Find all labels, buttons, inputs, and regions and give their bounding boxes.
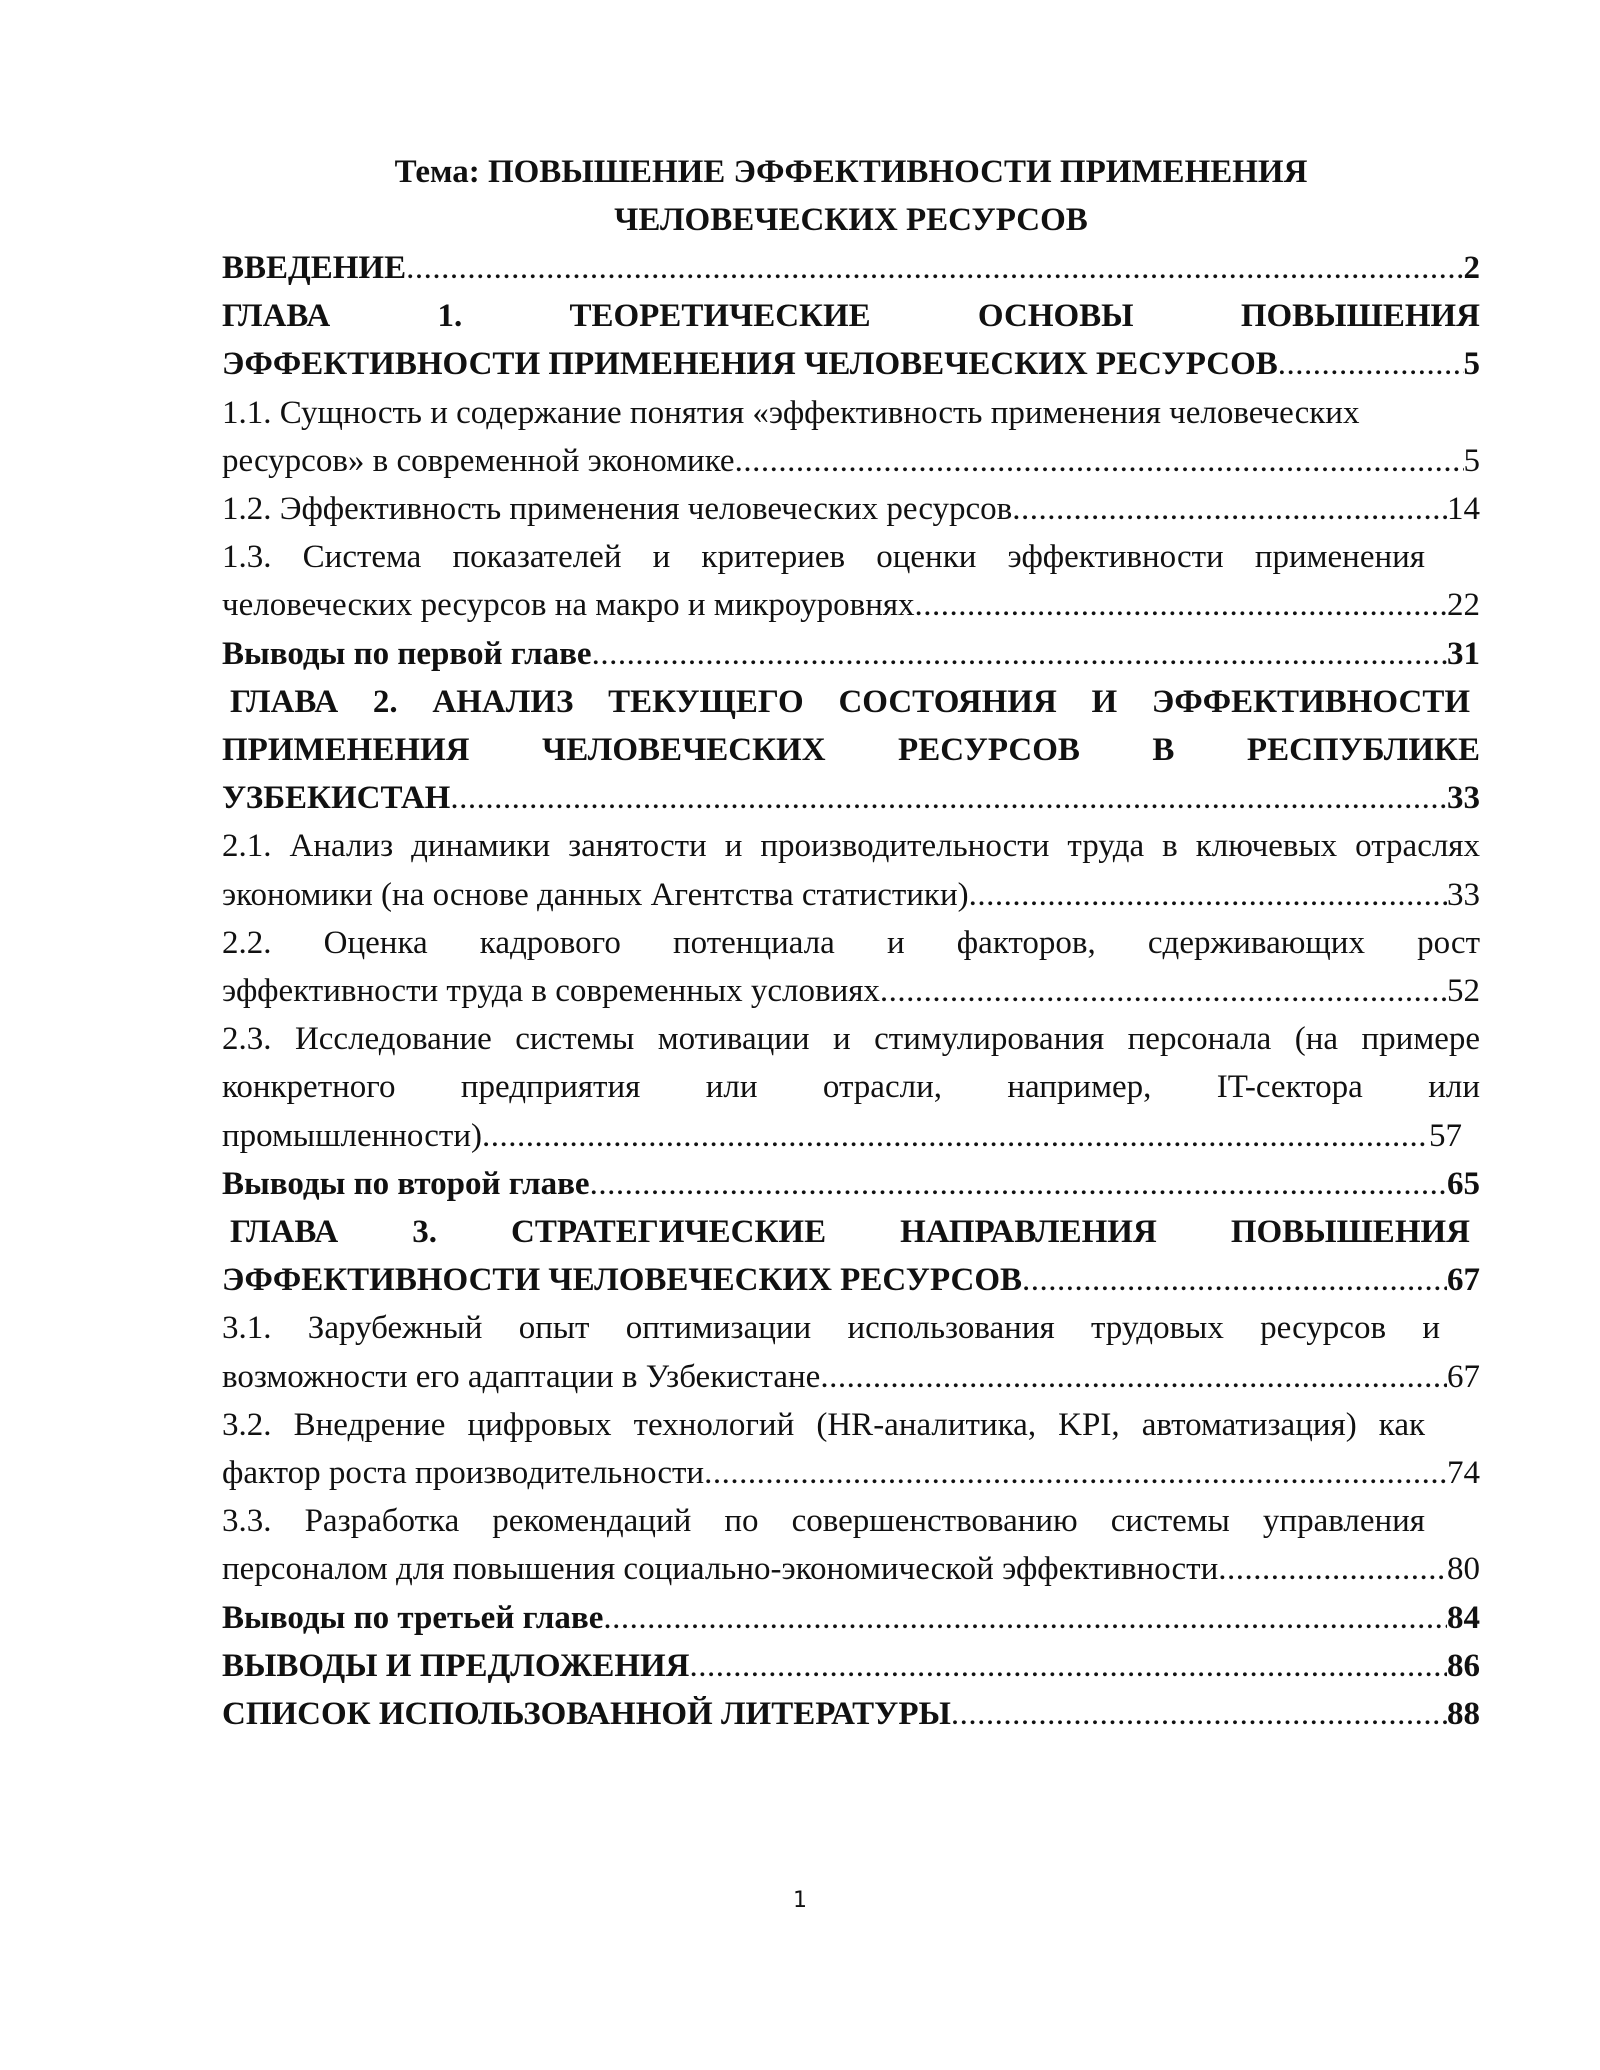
toc-entry-section-3-2 [222, 1401, 1480, 1497]
toc-entry-text: эффективности труда в современных условиях [222, 973, 880, 1010]
toc-entry-text: ресурсов» в современной экономике [222, 442, 735, 479]
toc-entry-text: ГЛАВА 2. АНАЛИЗ ТЕКУЩЕГО СОСТОЯНИЯ И ЭФФЕКТИВНОСТИ [230, 683, 1470, 720]
toc-entry-chapter-2 [222, 678, 1480, 823]
toc-entry-text: Выводы по второй главе [222, 1165, 590, 1202]
toc-page-number: 33 [1447, 876, 1480, 913]
toc-entry-text: Выводы по третьей главе [222, 1599, 604, 1636]
dot-leader [915, 581, 1447, 629]
dot-leader [969, 871, 1447, 919]
toc-entry-text: 3.2. Внедрение цифровых технологий (HR-аналитика, KPI, автоматизация) как [222, 1406, 1425, 1443]
dot-leader [603, 1594, 1447, 1642]
toc-entry-text: 3.1. Зарубежный опыт оптимизации использования трудовых ресурсов и [222, 1310, 1440, 1347]
dot-leader [880, 967, 1447, 1015]
table-of-contents [222, 244, 1480, 1738]
toc-entry-text: ВЫВОДЫ И ПРЕДЛОЖЕНИЯ [222, 1647, 690, 1684]
dot-leader [820, 1353, 1447, 1401]
dot-leader [406, 244, 1463, 292]
title-line-2: ЧЕЛОВЕЧЕСКИХ РЕСУРСОВ [614, 202, 1088, 238]
toc-page-number: 65 [1447, 1165, 1480, 1202]
toc-page-number: 2 [1463, 250, 1480, 286]
toc-entry-chapter-2-conclusions [222, 1160, 1480, 1208]
toc-entry-text: 2.2. Оценка кадрового потенциала и факторов, сдерживающих рост [222, 924, 1480, 961]
toc-page-number: 88 [1447, 1696, 1480, 1733]
toc-page-number: 80 [1447, 1551, 1480, 1588]
toc-page-number: 31 [1447, 635, 1480, 672]
toc-entry-chapter-1 [222, 292, 1480, 388]
toc-entry-text: СПИСОК ИСПОЛЬЗОВАННОЙ ЛИТЕРАТУРЫ [222, 1696, 951, 1733]
toc-entry-text: 1.1. Сущность и содержание понятия «эффективность применения человеческих [222, 394, 1360, 431]
toc-page-number: 14 [1447, 491, 1480, 528]
toc-page-number: 74 [1447, 1455, 1480, 1492]
toc-entry-text: Выводы по первой главе [222, 635, 592, 672]
toc-entry-text: УЗБЕКИСТАН [222, 780, 451, 817]
toc-entry-text: персоналом для повышения социально-экономической эффективности [222, 1551, 1219, 1588]
toc-entry-section-2-2 [222, 919, 1480, 1015]
toc-entry-text: 2.1. Анализ динамики занятости и производительности труда в ключевых отраслях [222, 828, 1480, 865]
toc-entry-text: промышленности) [222, 1117, 482, 1154]
toc-page-number: 67 [1447, 1262, 1480, 1299]
toc-entry-text: человеческих ресурсов на макро и микроуровнях [222, 587, 915, 624]
toc-entry-text: ГЛАВА 1. ТЕОРЕТИЧЕСКИЕ ОСНОВЫ ПОВЫШЕНИЯ [222, 298, 1480, 335]
toc-page-number: 57 [1429, 1117, 1462, 1154]
document-page [222, 148, 1480, 1738]
toc-entry-text: конкретного предприятия или отрасли, например, IT-сектора или [222, 1069, 1480, 1106]
toc-entry-text: 2.3. Исследование системы мотивации и стимулирования персонала (на примере [222, 1021, 1480, 1058]
toc-page-number: 67 [1447, 1358, 1480, 1395]
dot-leader [1278, 340, 1464, 388]
dot-leader [735, 437, 1464, 485]
toc-entry-text: 1.3. Система показателей и критериев оценки эффективности применения [222, 539, 1425, 576]
dot-leader [690, 1642, 1447, 1690]
toc-entry-chapter-3 [222, 1208, 1480, 1304]
page-number: 1 [793, 1888, 807, 1913]
dot-leader [1022, 1256, 1447, 1304]
toc-entry-text: экономики (на основе данных Агентства статистики) [222, 876, 969, 913]
toc-entry-section-2-1 [222, 822, 1480, 918]
dot-leader [1012, 485, 1447, 533]
dot-leader [951, 1690, 1447, 1738]
toc-entry-section-3-1 [222, 1304, 1480, 1400]
toc-entry-text: фактор роста производительности [222, 1455, 705, 1492]
toc-entry-text: 3.3. Разработка рекомендаций по совершенствованию системы управления [222, 1503, 1425, 1540]
toc-entry-introduction [222, 244, 1480, 292]
dot-leader [592, 630, 1447, 678]
toc-entry-section-3-3 [222, 1497, 1480, 1593]
toc-entry-text: возможности его адаптации в Узбекистане [222, 1358, 821, 1395]
toc-entry-chapter-3-conclusions [222, 1594, 1480, 1642]
toc-page-number: 86 [1447, 1647, 1480, 1684]
document-title [222, 148, 1480, 244]
toc-page-number: 5 [1463, 346, 1480, 383]
dot-leader [450, 774, 1447, 822]
dot-leader [1218, 1545, 1447, 1593]
dot-leader [704, 1449, 1447, 1497]
dot-leader [482, 1112, 1429, 1160]
toc-entry-section-1-1 [222, 389, 1480, 485]
toc-entry-text: ВВЕДЕНИЕ [222, 250, 407, 286]
toc-page-number: 22 [1447, 587, 1480, 624]
toc-entry-text: ЭФФЕКТИВНОСТИ ЧЕЛОВЕЧЕСКИХ РЕСУРСОВ [222, 1262, 1023, 1299]
toc-entry-section-1-2 [222, 485, 1480, 533]
toc-entry-references [222, 1690, 1480, 1738]
toc-entry-text: 1.2. Эффективность применения человеческих ресурсов [222, 491, 1013, 528]
toc-entry-conclusions-and-proposals [222, 1642, 1480, 1690]
toc-entry-section-1-3 [222, 533, 1480, 629]
dot-leader [590, 1160, 1447, 1208]
toc-entry-chapter-1-conclusions [222, 630, 1480, 678]
toc-entry-text: ЭФФЕКТИВНОСТИ ПРИМЕНЕНИЯ ЧЕЛОВЕЧЕСКИХ РЕСУРСОВ [222, 346, 1278, 383]
toc-page-number: 33 [1447, 780, 1480, 817]
title-line-1: Тема: ПОВЫШЕНИЕ ЭФФЕКТИВНОСТИ ПРИМЕНЕНИЯ [394, 154, 1308, 190]
toc-page-number: 84 [1447, 1599, 1480, 1636]
toc-entry-text: ГЛАВА 3. СТРАТЕГИЧЕСКИЕ НАПРАВЛЕНИЯ ПОВЫШЕНИЯ [230, 1214, 1470, 1251]
toc-entry-section-2-3 [222, 1015, 1480, 1160]
toc-entry-text: ПРИМЕНЕНИЯ ЧЕЛОВЕЧЕСКИХ РЕСУРСОВ В РЕСПУБЛИКЕ [222, 732, 1480, 769]
toc-page-number: 5 [1463, 442, 1480, 479]
toc-page-number: 52 [1447, 973, 1480, 1010]
